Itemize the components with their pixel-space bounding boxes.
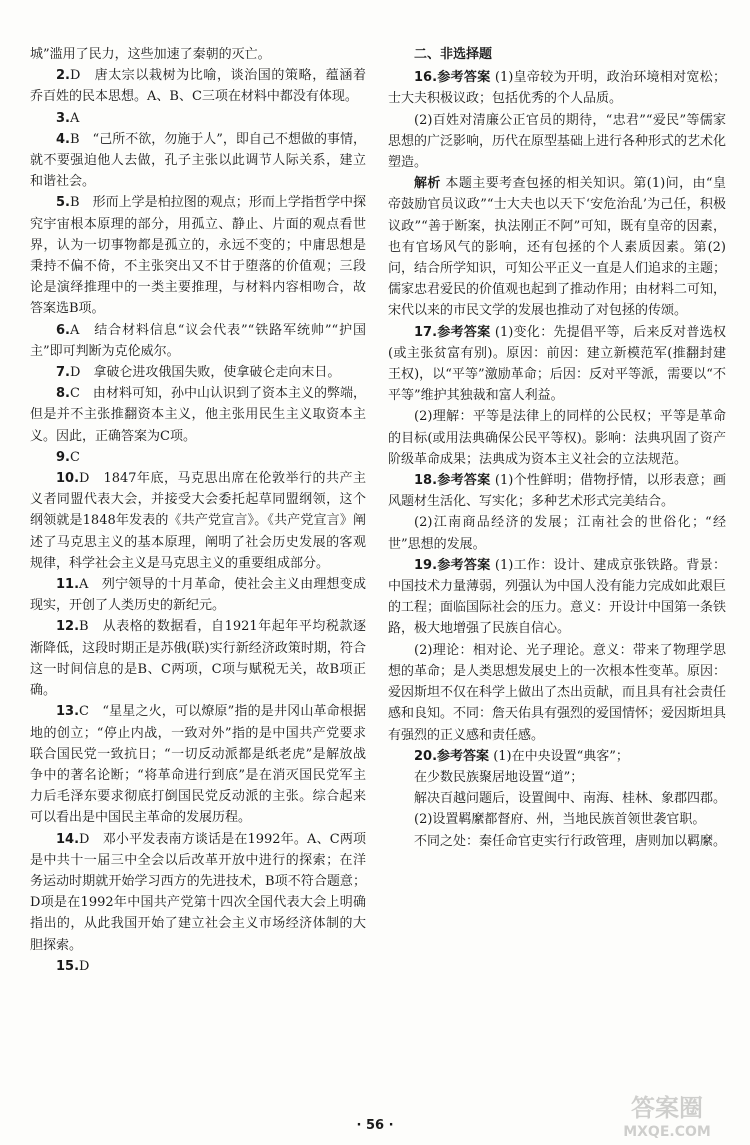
question-number: 20. xyxy=(414,748,438,764)
answer-item xyxy=(30,129,366,193)
answer-item xyxy=(388,746,726,767)
page-number: · 56 · xyxy=(356,1118,394,1133)
answer-text: (2)设置羁縻都督府、州，当地民族首领世袭官职。 xyxy=(414,812,706,828)
answer-item xyxy=(30,468,366,574)
answer-text: 解决百越问题后，设置闽中、南海、桂林、象郡四郡。 xyxy=(414,791,727,807)
answer-label: 参考答案 xyxy=(437,70,491,86)
answer-text: 本题主要考查包拯的相关知识。第(1)问，由“皇帝鼓励官员议政”“士大夫也以天下‘安危治乱’为己任，积极议政”“善于断案，执法刚正不阿”可知，既有皇帝的因素，也有官场风气的影响，还有包拯的个人素质因素。第(2)问，结合所学知识，可知公平正义一直是人们追求的主题；儒家忠君爱民的价值观也起到了推动作用；由材料二可知，宋代以来的市民文学的发展也推动了对包拯的传颂。 xyxy=(388,176,727,319)
answer-item xyxy=(30,701,366,828)
question-number: 4. xyxy=(56,131,70,147)
watermark-line1: 答案圈 xyxy=(631,1094,703,1122)
answer-item xyxy=(30,362,366,383)
question-number: 13. xyxy=(56,704,80,720)
answer-item xyxy=(30,447,366,468)
answer-text: (2)理解：平等是法律上的同样的公民权；平等是革命的目标(或用法典确保公民平等权)。影响：法典巩固了资产阶级革命成果；法典成为资本主义社会的立法规范。 xyxy=(388,409,726,467)
question-number: 5. xyxy=(56,195,70,211)
answer-item xyxy=(30,956,366,977)
answer-item xyxy=(30,616,366,701)
watermark-line2: MXQE.COM xyxy=(623,1124,711,1140)
answer-text: D 邓小平发表南方谈话是在1992年。A、C两项是中共十一届三中全会以后改革开放中进行的探索；在洋务运动时期就开始学习西方的先进技术，B项不符合题意；D项是在1992年中国共产党第十四次全国代表大会上明确指出的，从此我国开始了建立社会主义市场经济体制的大胆探索。 xyxy=(30,831,366,953)
answer-text: D 唐太宗以栽树为比喻，谈治国的策略，蕴涵着乔百姓的民本思想。A、B、C三项在材料中都没有体现。 xyxy=(30,68,366,105)
answer-text: (2)百姓对清廉公正官员的期待，“忠君”“爱民”等儒家思想的广泛影响，历代在原型基础上进行各种形式的艺术化塑造。 xyxy=(388,112,727,171)
question-number: 14. xyxy=(56,831,80,847)
answer-text: (1)变化：先提倡平等，后来反对普选权(或主张贫富有别)。原因：前因：建立新模范军(推翻封建王权)，以“平等”激励革命；后因：反对平等派，需要以“不平等”维护其独裁和富人利益。 xyxy=(388,324,726,404)
answer-text: 在少数民族聚居地设置“道”； xyxy=(414,769,584,785)
answer-item xyxy=(30,574,366,616)
answer-text: (1)在中央设置“典客”； xyxy=(493,748,629,764)
answer-label: 参考答案 xyxy=(437,557,491,573)
answer-text: 不同之处：秦任命官吏实行行政管理，唐则加以羁縻。 xyxy=(414,833,727,849)
answer-text: (1)个性鲜明；借物抒情，以形表意；画风题材生活化、写实化；多种艺术形式完美结合。 xyxy=(388,473,726,510)
question-number: 15. xyxy=(56,958,80,974)
answer-text: C “星星之火，可以燎原”指的是井冈山革命根据地的创立；“停止内战，一致对外”指的是中国共产党要求联合国民党一致抗日；“一切反动派都是纸老虎”是解放战争中的著名论断；“将革命进行到底”是在消灭国民党军主力后毛泽东要求彻底打倒国民党反动派的主张。综合起来可以看出是中国民主革命的发展历程。 xyxy=(30,704,366,826)
right-column xyxy=(388,44,726,852)
answer-label: 参考答案 xyxy=(437,324,491,340)
answer-item xyxy=(388,555,726,640)
question-number: 8. xyxy=(56,386,70,402)
question-number: 2. xyxy=(56,68,70,84)
answer-item xyxy=(388,767,726,788)
answer-text: (1)工作：设计、建成京张铁路。背景：中国技术力量薄弱，列强认为中国人没有能力完成如此艰巨的工程；面临国际社会的压力。意义：开设计中国第一条铁路，极大地增强了民族自信心。 xyxy=(388,557,727,637)
answer-text: (1)皇帝较为开明，政治环境相对宽松；士大夫积极议政；包括优秀的个人品质。 xyxy=(388,70,726,107)
question-number: 12. xyxy=(56,619,80,635)
question-number: 7. xyxy=(56,365,70,381)
answer-item xyxy=(388,406,726,470)
question-number: 9. xyxy=(56,449,70,465)
answer-text: C xyxy=(69,449,80,465)
answer-item xyxy=(388,322,726,407)
question-number: 3. xyxy=(56,110,70,126)
answer-item xyxy=(30,192,366,319)
answer-text: A xyxy=(69,110,80,126)
answer-text: 城”滥用了民力，这些加速了秦朝的灭亡。 xyxy=(30,47,271,62)
left-column xyxy=(30,44,366,977)
answer-text: D xyxy=(79,958,90,974)
answer-item xyxy=(388,788,726,809)
question-number: 18. xyxy=(414,473,438,489)
question-number: 11. xyxy=(56,577,80,593)
answer-item xyxy=(30,108,366,129)
answer-text: B 从表格的数据看，自1921年起年平均税款逐渐降低，这段时期正是苏俄(联)实行新经济政策时期，符合这一时间信息的是B、C两项，C项与赋税无关，故B项正确。 xyxy=(30,619,366,699)
answer-label: 参考答案 xyxy=(437,748,490,764)
answer-label: 参考答案 xyxy=(437,473,491,489)
answer-item xyxy=(388,831,726,852)
answer-item xyxy=(388,67,726,109)
answer-item xyxy=(30,383,366,447)
answer-text: D 1847年底，马克思出席在伦敦举行的共产主义者同盟代表大会，并接受大会委托起草同盟纲领，这个纲领就是1848年发表的《共产党宣言》。《共产党宣言》阐述了马克思主义的基本原理，阐明了社会历史发展的客观规律，科学社会主义是马克思主义的重要组成部分。 xyxy=(30,471,366,571)
answer-item xyxy=(388,809,726,830)
watermark-logo xyxy=(598,1090,736,1142)
question-number: 6. xyxy=(56,322,70,338)
question-number: 10. xyxy=(56,471,80,487)
answer-text: A 结合材料信息“议会代表”“铁路军统帅”“护国主”即可判断为克伦威尔。 xyxy=(30,322,366,359)
section-title: 二、非选择题 xyxy=(414,47,493,62)
answer-item xyxy=(388,110,726,174)
answer-text: D 拿破仑进攻俄国失败，使拿破仑走向末日。 xyxy=(69,365,341,381)
question-number: 17. xyxy=(414,324,438,340)
answer-item xyxy=(388,512,726,554)
answer-text: (2)理论：相对论、光子理论。意义：带来了物理学思想的革命；是人类思想发展史上的一次根本性变革。原因：爱因斯坦不仅在科学上做出了杰出贡献，而且具有社会责任感和良知。不同：詹天佑具有强烈的爱国情怀；爱因斯坦具有强烈的正义感和责任感。 xyxy=(388,642,727,743)
answer-label: 解析 xyxy=(414,176,441,192)
question-number: 16. xyxy=(414,70,438,86)
answer-text: A 列宁领导的十月革命，使社会主义由理想变成现实，开创了人类历史的新纪元。 xyxy=(30,577,366,614)
answer-item xyxy=(388,640,726,746)
answer-text: B “己所不欲，勿施于人”，即自己不想做的事情，就不要强迫他人去做，孔子主张以此调节人际关系，建立和谐社会。 xyxy=(30,131,366,190)
question-number: 19. xyxy=(414,557,438,573)
answer-item xyxy=(388,470,726,512)
answer-item xyxy=(388,173,726,321)
answer-text: B 形而上学是柏拉图的观点；形而上学指哲学中探究宇宙根本原理的部分，用孤立、静止、片面的观点看世界，认为一切事物都是孤立的，永远不变的；中庸思想是秉持不偏不倚，不主张突出又不甘于堕落的价值观；三段论是演绎推理中的一类主要推理，与材料内容相吻合，故答案选B项。 xyxy=(30,195,366,317)
answer-item xyxy=(30,44,366,65)
answer-text: (2)江南商品经济的发展；江南社会的世俗化；“经世”思想的发展。 xyxy=(388,515,726,552)
answer-item xyxy=(30,829,366,956)
answer-text: C 由材料可知，孙中山认识到了资本主义的弊端，但是并不主张推翻资本主义，他主张用民生主义取资本主义。因此，正确答案为C项。 xyxy=(30,386,366,444)
answer-item xyxy=(30,65,366,107)
answer-item xyxy=(30,320,366,362)
